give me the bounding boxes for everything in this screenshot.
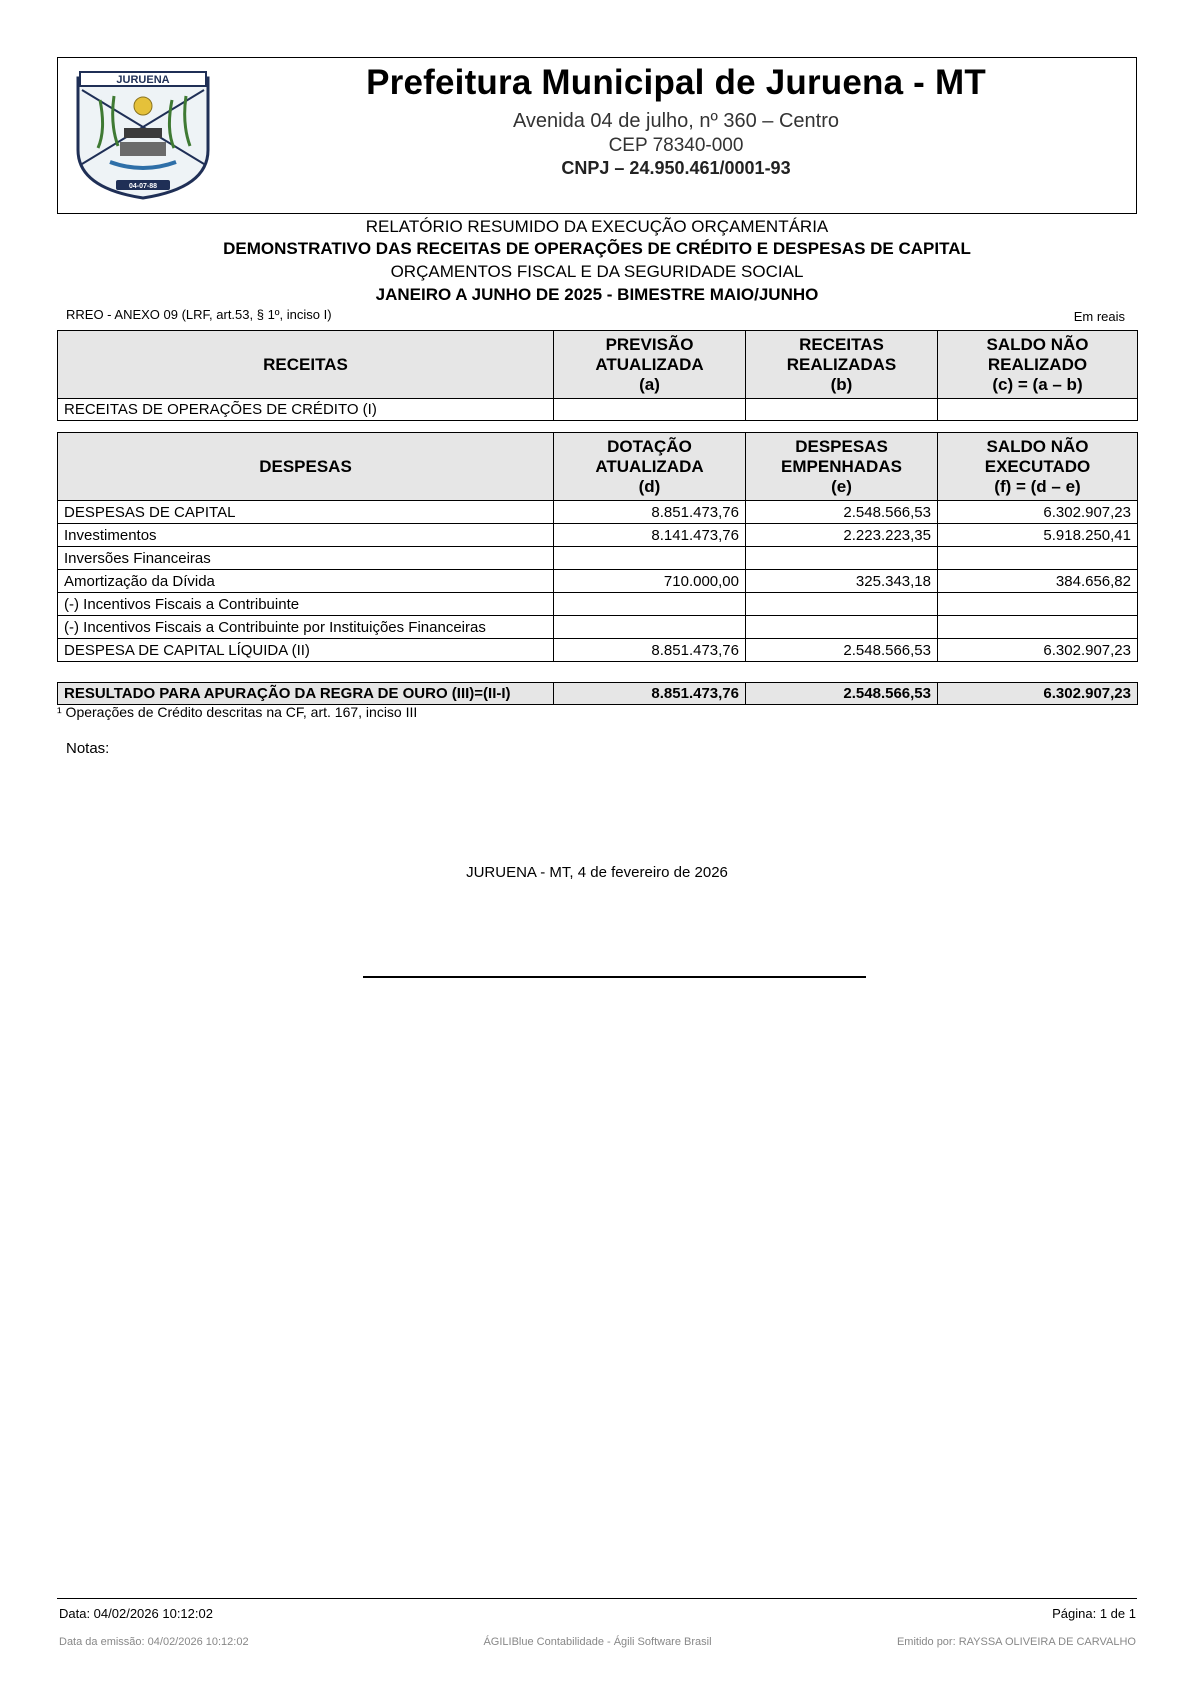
svg-text:JURUENA: JURUENA (116, 74, 170, 86)
footer-software: ÁGILIBlue Contabilidade - Ágili Software Brasil (483, 1636, 712, 1648)
notes-label: Notas: (66, 740, 110, 757)
table-row (58, 524, 1138, 547)
signature-place-date: JURUENA - MT, 4 de fevereiro de 2026 (466, 864, 728, 881)
despesas-table (57, 432, 1138, 662)
organization-name: Prefeitura Municipal de Juruena - MT (366, 63, 986, 102)
cell-saldo (938, 593, 1138, 616)
row-label: (-) Incentivos Fiscais a Contribuinte (58, 593, 554, 616)
cell-saldo: 5.918.250,41 (938, 524, 1138, 547)
despesas-header-row (58, 433, 1138, 501)
result-label: RESULTADO PARA APURAÇÃO DA REGRA DE OURO (III)=(II-I) (58, 683, 554, 705)
report-scope: ORÇAMENTOS FISCAL E DA SEGURIDADE SOCIAL (390, 262, 804, 281)
header-despesas: DESPESAS (58, 433, 554, 501)
row-label: RECEITAS DE OPERAÇÕES DE CRÉDITO (I) (58, 399, 554, 421)
header-saldo-nao-realizado: SALDO NÃO REALIZADO (c) = (a – b) (938, 331, 1138, 399)
row-label: DESPESA DE CAPITAL LÍQUIDA (II) (58, 639, 554, 662)
cell-empenhadas (746, 616, 938, 639)
report-subtitle: DEMONSTRATIVO DAS RECEITAS DE OPERAÇÕES DE CRÉDITO E DESPESAS DE CAPITAL (223, 239, 971, 258)
cell-dotacao: 8.141.473,76 (554, 524, 746, 547)
cell-dotacao (554, 616, 746, 639)
cell-saldo (938, 616, 1138, 639)
row-label: Investimentos (58, 524, 554, 547)
result-saldo: 6.302.907,23 (938, 683, 1138, 705)
cell-empenhadas: 2.548.566,53 (746, 639, 938, 662)
report-title: RELATÓRIO RESUMIDO DA EXECUÇÃO ORÇAMENTÁRIA (365, 217, 829, 236)
cell-dotacao (554, 547, 746, 570)
header-dotacao-atualizada: DOTAÇÃO ATUALIZADA (d) (554, 433, 746, 501)
receitas-table (57, 330, 1138, 421)
organization-cep: CEP 78340-000 (608, 135, 744, 156)
cell-dotacao: 8.851.473,76 (554, 501, 746, 524)
footer-page-number: Página: 1 de 1 (1052, 1606, 1136, 1621)
svg-text:04-07-88: 04-07-88 (128, 183, 158, 190)
cell-empenhadas: 2.223.223,35 (746, 524, 938, 547)
footer-issuer: Emitido por: RAYSSA OLIVEIRA DE CARVALHO (896, 1636, 1136, 1648)
row-label: (-) Incentivos Fiscais a Contribuinte por Instituições Financeiras (58, 616, 554, 639)
cell-realizadas (746, 399, 938, 421)
table-row (58, 616, 1138, 639)
result-empenhadas: 2.548.566,53 (746, 683, 938, 705)
cell-saldo (938, 399, 1138, 421)
cell-saldo: 6.302.907,23 (938, 501, 1138, 524)
row-label: DESPESAS DE CAPITAL (58, 501, 554, 524)
cell-saldo (938, 547, 1138, 570)
table-row (58, 399, 1138, 421)
footer-emission-date: Data da emissão: 04/02/2026 10:12:02 (59, 1636, 249, 1648)
cell-dotacao (554, 593, 746, 616)
table-row (58, 639, 1138, 662)
currency-note: Em reais (1073, 309, 1125, 324)
cell-empenhadas: 2.548.566,53 (746, 501, 938, 524)
table-row (58, 501, 1138, 524)
cell-saldo: 384.656,82 (938, 570, 1138, 593)
annex-reference: RREO - ANEXO 09 (LRF, art.53, § 1º, inciso I) (66, 307, 332, 322)
cell-saldo: 6.302.907,23 (938, 639, 1138, 662)
table-row (58, 570, 1138, 593)
row-label: Amortização da Dívida (58, 570, 554, 593)
organization-address: Avenida 04 de julho, nº 360 – Centro (512, 110, 840, 132)
receitas-header-row (58, 331, 1138, 399)
report-period: JANEIRO A JUNHO DE 2025 - BIMESTRE MAIO/JUNHO (375, 285, 819, 304)
result-row (58, 683, 1138, 705)
row-label: Inversões Financeiras (58, 547, 554, 570)
header-receitas: RECEITAS (58, 331, 554, 399)
footnote: ¹ Operações de Crédito descritas na CF, art. 167, inciso III (57, 704, 418, 720)
table-row (58, 547, 1138, 570)
cell-empenhadas (746, 547, 938, 570)
header-previsao-atualizada: PREVISÃO ATUALIZADA (a) (554, 331, 746, 399)
cell-dotacao: 710.000,00 (554, 570, 746, 593)
cell-empenhadas: 325.343,18 (746, 570, 938, 593)
header-receitas-realizadas: RECEITAS REALIZADAS (b) (746, 331, 938, 399)
table-row (58, 593, 1138, 616)
organization-cnpj: CNPJ – 24.950.461/0001-93 (561, 158, 791, 178)
footer-date: Data: 04/02/2026 10:12:02 (59, 1606, 213, 1621)
result-table (57, 682, 1138, 705)
cell-dotacao: 8.851.473,76 (554, 639, 746, 662)
footer-divider (57, 1598, 1137, 1599)
municipal-crest-logo (70, 70, 216, 201)
header-saldo-nao-executado: SALDO NÃO EXECUTADO (f) = (d – e) (938, 433, 1138, 501)
signature-line (363, 976, 866, 978)
header-despesas-empenhadas: DESPESAS EMPENHADAS (e) (746, 433, 938, 501)
result-dotacao: 8.851.473,76 (554, 683, 746, 705)
cell-empenhadas (746, 593, 938, 616)
cell-previsao (554, 399, 746, 421)
